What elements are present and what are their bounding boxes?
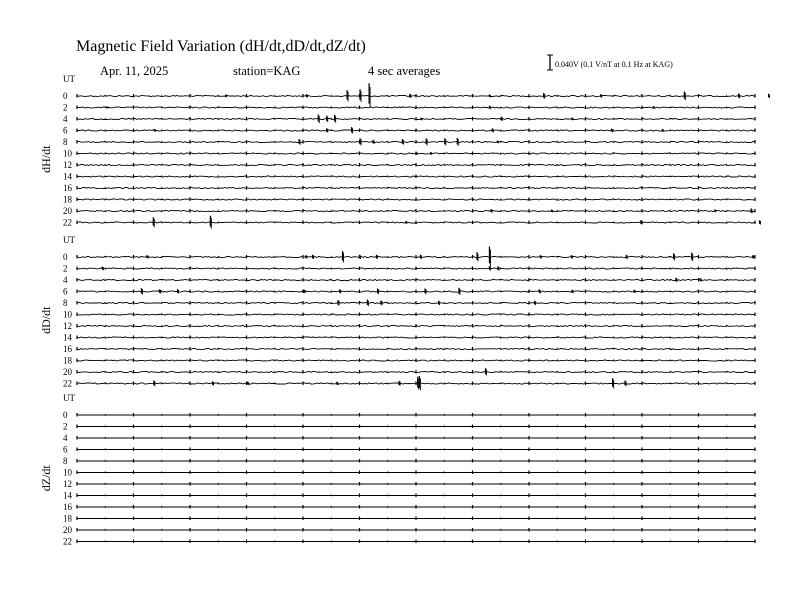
trace-row [63, 376, 755, 390]
trace-row [63, 298, 755, 308]
hour-label: 16 [63, 502, 72, 512]
hour-label: 10 [63, 309, 72, 320]
panels [39, 74, 770, 547]
trace-row [63, 83, 770, 107]
panel-dd-dt [39, 235, 755, 390]
hour-label: 16 [63, 183, 72, 193]
trace-row [63, 310, 755, 320]
date-label: Apr. 11, 2025 [100, 64, 169, 78]
trace-row [63, 491, 755, 501]
trace-row [63, 514, 755, 524]
hour-label: 2 [63, 263, 68, 274]
hour-label: 10 [63, 148, 72, 159]
scale-bar [547, 55, 553, 70]
hour-label: 22 [63, 536, 72, 547]
ut-axis-label: UT [63, 74, 75, 84]
hour-label: 8 [63, 137, 68, 147]
ut-axis-label: UT [63, 393, 75, 403]
hour-label: 22 [63, 378, 72, 389]
trace-row [63, 206, 755, 216]
hour-label: 18 [63, 355, 72, 366]
hour-label: 8 [63, 298, 68, 308]
hour-label: 14 [63, 332, 72, 343]
hour-label: 4 [63, 114, 68, 124]
trace-row [63, 275, 755, 285]
trace-row [63, 114, 755, 124]
hour-label: 0 [63, 410, 68, 420]
hour-label: 2 [63, 421, 68, 432]
hour-label: 16 [63, 344, 72, 354]
hour-label: 12 [63, 160, 72, 170]
trace-row [63, 456, 755, 466]
hour-label: 0 [63, 91, 68, 101]
trace-row [63, 321, 755, 331]
trace-row [63, 264, 755, 274]
averaging-label: 4 sec averages [368, 64, 441, 78]
hour-label: 12 [63, 321, 72, 331]
trace-row [63, 410, 755, 420]
hour-label: 4 [63, 275, 68, 285]
hour-label: 18 [63, 513, 72, 524]
trace-row [63, 172, 755, 182]
trace-row [63, 479, 755, 489]
hour-label: 14 [63, 490, 72, 501]
trace-row [63, 126, 755, 136]
hour-label: 8 [63, 456, 68, 466]
hour-label: 12 [63, 479, 72, 489]
hour-label: 6 [63, 125, 68, 136]
trace-row [63, 445, 755, 455]
trace-row [63, 367, 755, 377]
hour-label: 20 [63, 367, 72, 377]
panel-label: dH/dt [39, 145, 53, 173]
hour-label: 6 [63, 444, 68, 455]
trace-row [63, 344, 755, 354]
chart-title: Magnetic Field Variation (dH/dt,dD/dt,dZ/dt) [76, 38, 366, 55]
trace-row [63, 537, 755, 547]
hour-label: 22 [63, 217, 72, 228]
trace-row [63, 183, 755, 193]
hour-label: 2 [63, 102, 68, 113]
hour-label: 4 [63, 433, 68, 443]
trace-row [63, 433, 755, 443]
trace-row [63, 422, 755, 432]
hour-label: 10 [63, 467, 72, 478]
trace-row [63, 287, 755, 297]
hour-label: 0 [63, 252, 68, 262]
trace-row [63, 502, 755, 512]
trace-row [63, 247, 755, 267]
hour-label: 14 [63, 171, 72, 182]
trace-row [63, 103, 755, 113]
hour-label: 20 [63, 206, 72, 216]
panel-label: dZ/dt [39, 465, 53, 492]
station-label: station=KAG [233, 64, 301, 78]
hour-label: 18 [63, 194, 72, 205]
ut-axis-label: UT [63, 235, 75, 245]
trace-row [63, 149, 755, 159]
trace-row [63, 160, 755, 170]
trace-row [63, 137, 755, 147]
trace-row [63, 468, 755, 478]
trace-row [63, 525, 755, 535]
panel-dh-dt [39, 74, 770, 229]
trace-row [63, 356, 755, 366]
hour-label: 6 [63, 286, 68, 297]
hour-label: 20 [63, 525, 72, 535]
scale-bar-label: 0.040V (0.1 V/nT at 0.1 Hz at KAG) [555, 60, 673, 69]
trace-row [63, 333, 755, 343]
panel-dz-dt [39, 393, 755, 547]
trace-row [63, 195, 755, 205]
trace-row [63, 216, 761, 229]
panel-label: dD/dt [39, 306, 53, 334]
